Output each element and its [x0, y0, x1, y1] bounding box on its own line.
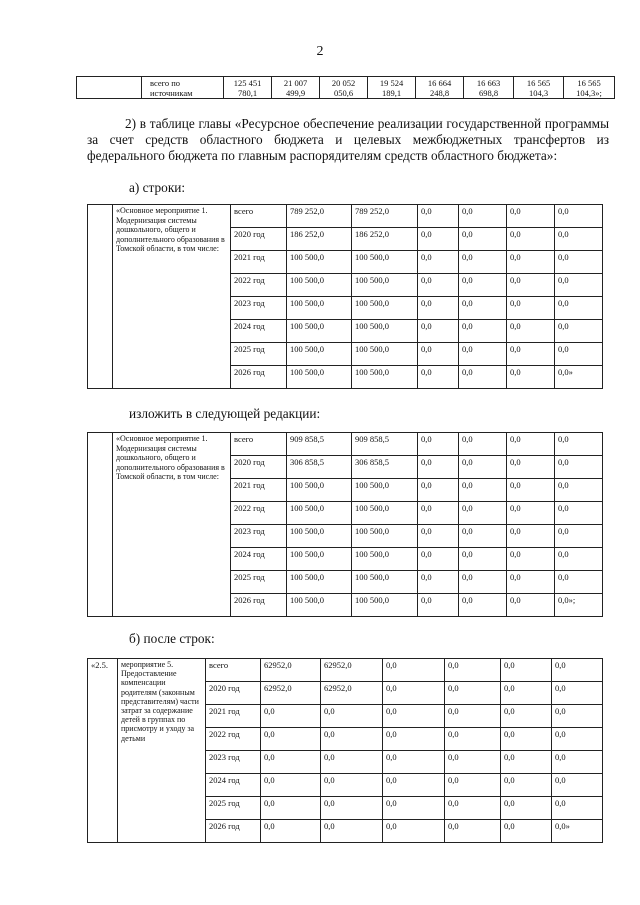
amount-cell: 0,0 [445, 774, 501, 797]
amount-cell: 0,0 [459, 525, 507, 548]
amount-cell: 0,0 [459, 548, 507, 571]
amount-cell: 100 500,0 [352, 525, 418, 548]
period-cell: 2021 год [206, 705, 261, 728]
amount-cell: 100 500,0 [352, 297, 418, 320]
amount-cell: 0,0 [445, 705, 501, 728]
amendment-paragraph: 2) в таблице главы «Ресурсное обеспечение реализации государственной программы за счет средств областного бюджета и целевых межбюджетных трансфертов из федерального бюджета по главным распорядителям средств областного бюджета»: [87, 116, 609, 163]
amount-cell: 100 500,0 [287, 548, 352, 571]
activity-description: мероприятие 5. Предоставление компенсации родителям (законным представителям) части затрат за содержание детей в группах по присмотру и уходу за детьми [118, 659, 206, 843]
amount-cell: 0,0 [418, 433, 459, 456]
amount-cell: 62952,0 [321, 659, 383, 682]
total-value: 21 007 499,9 [272, 77, 320, 99]
amount-cell: 0,0 [555, 320, 603, 343]
total-value: 19 524 189,1 [368, 77, 416, 99]
amount-cell: 0,0 [552, 705, 603, 728]
total-label: всего по источникам [142, 77, 224, 99]
total-value: 16 663 698,8 [464, 77, 514, 99]
section-b-heading: б) после строк: [129, 631, 215, 646]
total-value: 125 451 780,1 [224, 77, 272, 99]
amount-cell: 100 500,0 [352, 343, 418, 366]
amount-cell: 0,0 [501, 682, 552, 705]
amount-cell: 0,0»; [555, 594, 603, 617]
amount-cell: 0,0 [418, 571, 459, 594]
activity-description: «Основное мероприятие 1. Модернизация системы дошкольного, общего и дополнительного образования в Томской области, в том числе: [113, 433, 231, 617]
section-a-heading: а) строки: [129, 180, 186, 195]
total-value: 16 565 104,3 [514, 77, 564, 99]
amount-cell: 0,0 [501, 774, 552, 797]
table-a [87, 204, 603, 389]
period-cell: всего [231, 205, 287, 228]
amount-cell: 0,0 [507, 525, 555, 548]
amount-cell: 0,0 [501, 659, 552, 682]
amount-cell: 0,0 [459, 297, 507, 320]
amount-cell: 0,0 [383, 728, 445, 751]
amount-cell: 0,0 [507, 456, 555, 479]
amount-cell: 0,0 [507, 251, 555, 274]
amount-cell: 0,0 [459, 228, 507, 251]
period-cell: 2020 год [231, 228, 287, 251]
amount-cell: 0,0 [507, 274, 555, 297]
amount-cell: 0,0 [383, 682, 445, 705]
amount-cell: 0,0 [555, 525, 603, 548]
period-cell: 2025 год [231, 343, 287, 366]
sources-total-table [76, 76, 615, 99]
amount-cell: 0,0 [507, 366, 555, 389]
amount-cell: 100 500,0 [287, 571, 352, 594]
amount-cell: 100 500,0 [352, 548, 418, 571]
amount-cell: 0,0 [445, 728, 501, 751]
amount-cell: 0,0 [552, 682, 603, 705]
amount-cell: 306 858,5 [352, 456, 418, 479]
amount-cell: 0,0 [261, 774, 321, 797]
amount-cell: 186 252,0 [352, 228, 418, 251]
amount-cell: 0,0 [555, 228, 603, 251]
page-number: 2 [316, 44, 324, 59]
amount-cell: 789 252,0 [287, 205, 352, 228]
amount-cell: 0,0 [321, 728, 383, 751]
period-cell: 2020 год [231, 456, 287, 479]
period-cell: 2026 год [231, 594, 287, 617]
amount-cell: 0,0 [445, 751, 501, 774]
amount-cell: 0,0 [445, 659, 501, 682]
period-cell: всего [231, 433, 287, 456]
period-cell: всего [206, 659, 261, 682]
period-cell: 2025 год [206, 797, 261, 820]
amount-cell: 0,0 [261, 751, 321, 774]
amount-cell: 0,0 [383, 797, 445, 820]
amount-cell: 0,0 [321, 820, 383, 843]
amount-cell: 0,0 [507, 479, 555, 502]
amount-cell: 0,0 [507, 228, 555, 251]
amount-cell: 0,0 [507, 594, 555, 617]
amount-cell: 0,0 [418, 251, 459, 274]
amount-cell: 62952,0 [261, 682, 321, 705]
amount-cell: 100 500,0 [352, 479, 418, 502]
amount-cell: 100 500,0 [352, 571, 418, 594]
total-value: 16 664 248,8 [416, 77, 464, 99]
period-cell: 2024 год [231, 548, 287, 571]
amount-cell: 0,0 [459, 205, 507, 228]
amount-cell: 0,0 [321, 705, 383, 728]
amount-cell: 100 500,0 [287, 525, 352, 548]
amount-cell: 0,0 [418, 525, 459, 548]
amount-cell: 0,0 [383, 659, 445, 682]
period-cell: 2022 год [231, 274, 287, 297]
amount-cell: 0,0 [459, 366, 507, 389]
amount-cell: 0,0 [507, 320, 555, 343]
period-cell: 2024 год [231, 320, 287, 343]
amount-cell: 0,0 [555, 502, 603, 525]
amount-cell: 100 500,0 [352, 251, 418, 274]
table-row [88, 433, 603, 456]
amount-cell: 0,0 [459, 502, 507, 525]
amount-cell: 0,0 [555, 205, 603, 228]
activity-description: «Основное мероприятие 1. Модернизация системы дошкольного, общего и дополнительного образования в Томской области, в том числе: [113, 205, 231, 389]
period-cell: 2026 год [231, 366, 287, 389]
amount-cell: 0,0 [418, 297, 459, 320]
period-cell: 2023 год [206, 751, 261, 774]
empty-cell [88, 205, 113, 389]
amount-cell: 0,0 [501, 728, 552, 751]
amount-cell: 0,0 [261, 705, 321, 728]
amount-cell: 0,0 [459, 456, 507, 479]
amount-cell: 0,0 [418, 594, 459, 617]
amount-cell: 0,0 [383, 774, 445, 797]
amount-cell: 62952,0 [321, 682, 383, 705]
amount-cell: 62952,0 [261, 659, 321, 682]
amount-cell: 0,0 [418, 228, 459, 251]
amount-cell: 0,0 [321, 797, 383, 820]
period-cell: 2025 год [231, 571, 287, 594]
amount-cell: 0,0 [459, 320, 507, 343]
amount-cell: 0,0 [383, 751, 445, 774]
amount-cell: 0,0 [555, 456, 603, 479]
amount-cell: 100 500,0 [352, 274, 418, 297]
amount-cell: 0,0 [555, 571, 603, 594]
amount-cell: 0,0 [459, 479, 507, 502]
period-cell: 2021 год [231, 479, 287, 502]
amount-cell: 0,0 [383, 705, 445, 728]
amount-cell: 0,0 [261, 797, 321, 820]
amount-cell: 0,0 [459, 251, 507, 274]
amount-cell: 0,0 [418, 456, 459, 479]
amount-cell: 186 252,0 [287, 228, 352, 251]
empty-cell [77, 77, 142, 99]
amount-cell: 909 858,5 [352, 433, 418, 456]
amount-cell: 0,0 [501, 797, 552, 820]
amount-cell: 0,0 [418, 479, 459, 502]
amount-cell: 0,0 [501, 820, 552, 843]
total-value: 16 565 104,3»; [564, 77, 615, 99]
amount-cell: 0,0 [555, 343, 603, 366]
amount-cell: 0,0» [555, 366, 603, 389]
amount-cell: 0,0 [261, 820, 321, 843]
amount-cell: 0,0 [418, 274, 459, 297]
amount-cell: 0,0 [501, 705, 552, 728]
amount-cell: 100 500,0 [287, 594, 352, 617]
period-cell: 2021 год [231, 251, 287, 274]
amount-cell: 100 500,0 [287, 502, 352, 525]
amount-cell: 0,0 [418, 320, 459, 343]
amount-cell: 0,0» [552, 820, 603, 843]
amount-cell: 100 500,0 [287, 320, 352, 343]
period-cell: 2023 год [231, 525, 287, 548]
amount-cell: 0,0 [418, 502, 459, 525]
amount-cell: 0,0 [321, 774, 383, 797]
amount-cell: 0,0 [445, 682, 501, 705]
amount-cell: 0,0 [418, 343, 459, 366]
total-value: 20 052 050,6 [320, 77, 368, 99]
amount-cell: 0,0 [459, 343, 507, 366]
amount-cell: 100 500,0 [287, 297, 352, 320]
amount-cell: 0,0 [445, 820, 501, 843]
table-c [87, 658, 603, 843]
amount-cell: 0,0 [552, 659, 603, 682]
amount-cell: 0,0 [555, 433, 603, 456]
amount-cell: 0,0 [418, 205, 459, 228]
amount-cell: 0,0 [507, 502, 555, 525]
amount-cell: 0,0 [321, 751, 383, 774]
amount-cell: 0,0 [418, 548, 459, 571]
table-row [88, 659, 603, 682]
amount-cell: 100 500,0 [352, 366, 418, 389]
amount-cell: 0,0 [459, 571, 507, 594]
amount-cell: 100 500,0 [287, 274, 352, 297]
amount-cell: 789 252,0 [352, 205, 418, 228]
amount-cell: 0,0 [555, 274, 603, 297]
amount-cell: 100 500,0 [287, 343, 352, 366]
amount-cell: 100 500,0 [287, 366, 352, 389]
amount-cell: 0,0 [555, 479, 603, 502]
amount-cell: 100 500,0 [352, 502, 418, 525]
amount-cell: 0,0 [507, 571, 555, 594]
amount-cell: 0,0 [501, 751, 552, 774]
amount-cell: 0,0 [459, 594, 507, 617]
amount-cell: 0,0 [383, 820, 445, 843]
amount-cell: 0,0 [555, 548, 603, 571]
amount-cell: 0,0 [459, 433, 507, 456]
amount-cell: 0,0 [507, 297, 555, 320]
row-number-cell: «2.5. [88, 659, 118, 843]
empty-cell [88, 433, 113, 617]
amount-cell: 0,0 [459, 274, 507, 297]
amount-cell: 0,0 [507, 548, 555, 571]
amount-cell: 0,0 [445, 797, 501, 820]
amount-cell: 100 500,0 [352, 594, 418, 617]
period-cell: 2024 год [206, 774, 261, 797]
amount-cell: 0,0 [507, 433, 555, 456]
amount-cell: 0,0 [261, 728, 321, 751]
amount-cell: 100 500,0 [287, 251, 352, 274]
amount-cell: 100 500,0 [287, 479, 352, 502]
amount-cell: 0,0 [552, 751, 603, 774]
amount-cell: 100 500,0 [352, 320, 418, 343]
amount-cell: 0,0 [555, 297, 603, 320]
amount-cell: 0,0 [555, 251, 603, 274]
amount-cell: 306 858,5 [287, 456, 352, 479]
table-row [88, 205, 603, 228]
amount-cell: 0,0 [418, 366, 459, 389]
amount-cell: 0,0 [552, 728, 603, 751]
period-cell: 2026 год [206, 820, 261, 843]
amount-cell: 909 858,5 [287, 433, 352, 456]
amount-cell: 0,0 [552, 774, 603, 797]
period-cell: 2023 год [231, 297, 287, 320]
amount-cell: 0,0 [507, 205, 555, 228]
period-cell: 2022 год [206, 728, 261, 751]
table-b [87, 432, 603, 617]
period-cell: 2022 год [231, 502, 287, 525]
period-cell: 2020 год [206, 682, 261, 705]
amount-cell: 0,0 [552, 797, 603, 820]
amount-cell: 0,0 [507, 343, 555, 366]
restate-heading: изложить в следующей редакции: [129, 406, 321, 421]
